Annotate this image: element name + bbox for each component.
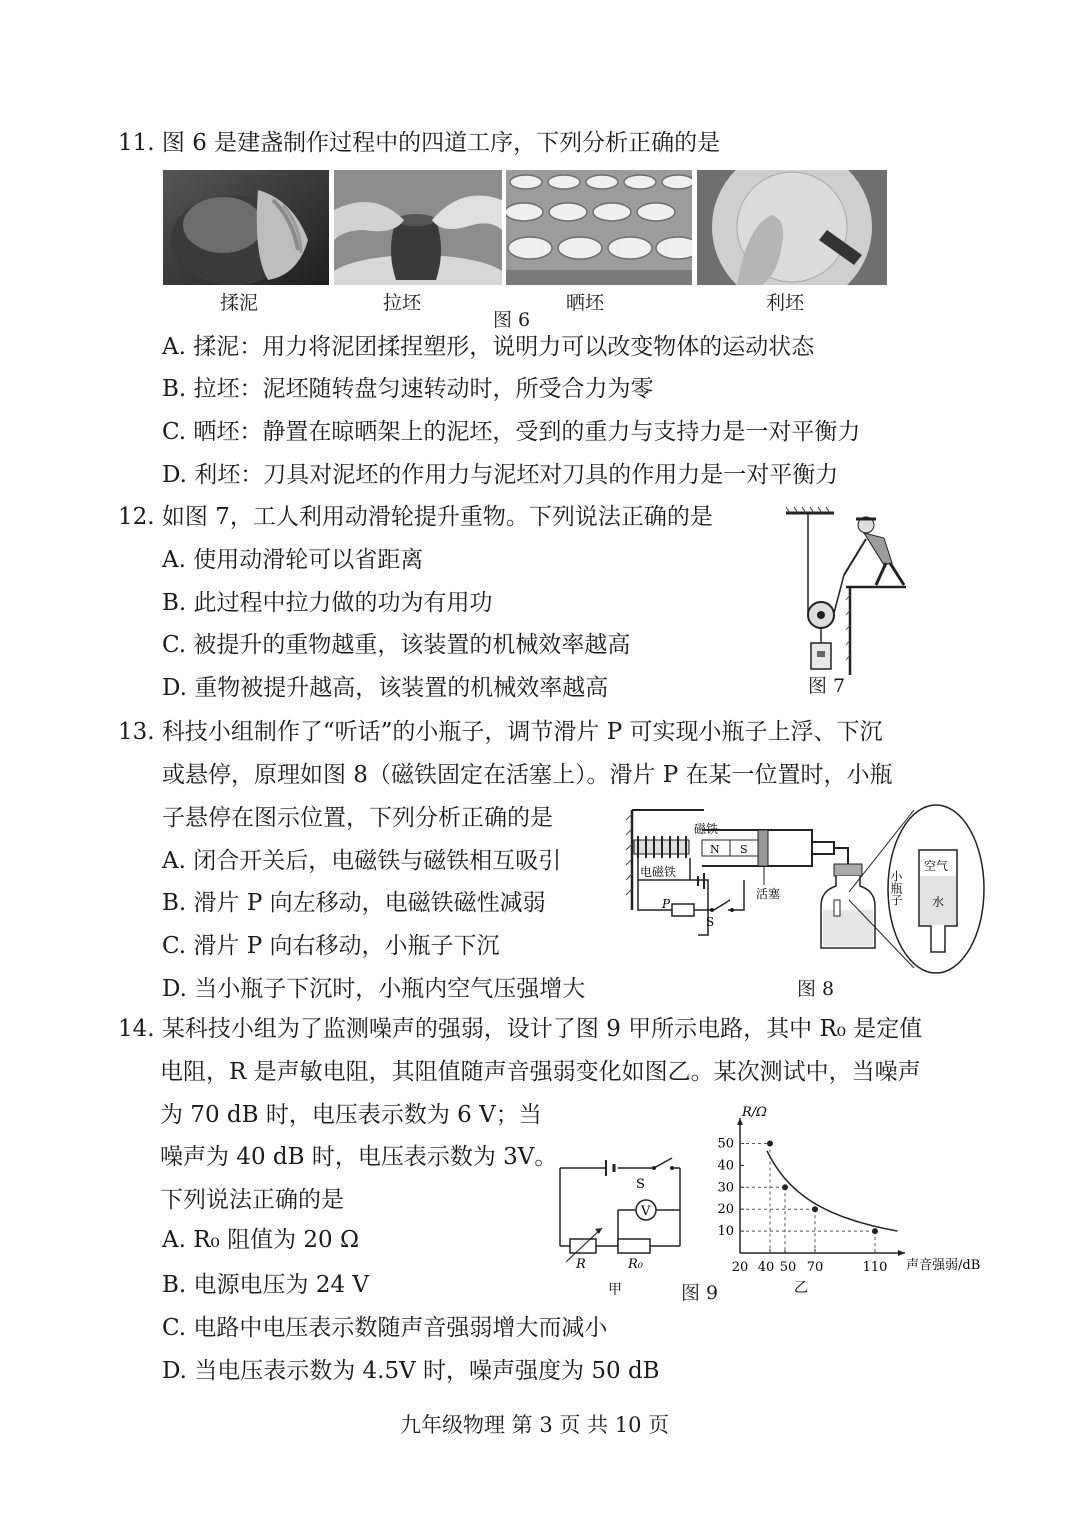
photo-throwing (334, 170, 502, 285)
q14-option-c: C. 电路中电压表示数随声音强弱增大而减小 (162, 1315, 608, 1341)
slider-p-label: P (662, 897, 671, 911)
magnet-label: 磁铁 (694, 822, 719, 836)
q13-stem-line-1: 13. 科技小组制作了“听话”的小瓶子，调节滑片 P 可实现小瓶子上浮、下沉 (118, 719, 883, 745)
fixed-resistor-label: R₀ (628, 1257, 643, 1272)
figure-7-caption: 图 7 (808, 675, 846, 697)
piston-label: 活塞 (756, 887, 781, 901)
chart-point (812, 1206, 818, 1212)
chart-y-tick-label: 40 (717, 1158, 734, 1174)
q12-stem: 12. 如图 7，工人利用动滑轮提升重物。下列说法正确的是 (118, 504, 713, 530)
chart-sublabel: 乙 (794, 1280, 808, 1296)
q13-option-c: C. 滑片 P 向右移动，小瓶子下沉 (162, 933, 500, 959)
voltmeter-label: V (641, 1204, 651, 1219)
photo-kneading (163, 170, 329, 285)
q14-option-a: A. R₀ 阻值为 20 Ω (162, 1227, 360, 1253)
q14-option-d: D. 当电压表示数为 4.5V 时，噪声强度为 50 dB (162, 1358, 660, 1384)
q12-option-c: C. 被提升的重物越重，该装置的机械效率越高 (162, 632, 631, 658)
figure-8-electromagnet-diagram (624, 800, 989, 975)
chart-point (782, 1184, 788, 1190)
q13-stem-line-3: 子悬停在图示位置，下列分析正确的是 (162, 805, 553, 831)
photo-label-throwing: 拉坯 (383, 292, 422, 314)
chart-y-tick-label: 50 (717, 1136, 734, 1152)
electromagnet-label: 电磁铁 (640, 865, 677, 879)
q14-stem-line-5: 下列说法正确的是 (160, 1187, 344, 1213)
page-footer: 九年级物理 第 3 页 共 10 页 (400, 1413, 670, 1437)
photo-label-trimming: 利坯 (766, 292, 805, 314)
q13-stem-line-2: 或悬停，原理如图 8（磁铁固定在活塞上）。滑片 P 在某一位置时，小瓶 (162, 762, 893, 788)
figure-6-caption: 图 6 (493, 309, 531, 331)
figure-7-pulley-diagram (784, 505, 914, 675)
q11-option-c: C. 晒坯：静置在晾晒架上的泥坯，受到的重力与支持力是一对平衡力 (162, 419, 861, 445)
chart-point (872, 1228, 878, 1234)
q14-stem-line-4: 噪声为 40 dB 时，电压表示数为 3V。 (160, 1144, 558, 1170)
circuit-sub-label: 甲 (608, 1282, 622, 1298)
q14-stem-line-3: 为 70 dB 时，电压表示数为 6 V；当 (160, 1102, 542, 1128)
q12-option-a: A. 使用动滑轮可以省距离 (162, 547, 424, 573)
figure-8-caption: 图 8 (797, 978, 835, 1000)
q12-option-b: B. 此过程中拉力做的功为有用功 (162, 590, 493, 616)
switch-label: S (706, 915, 715, 929)
chart-xlabel: 声音强弱/dB (906, 1258, 981, 1273)
q11-stem: 11. 图 6 是建盏制作过程中的四道工序，下列分析正确的是 (118, 130, 721, 156)
chart-ylabel: R/Ω (742, 1105, 767, 1120)
bottle-label: 小瓶子 (889, 870, 903, 906)
figure-9-circuit-diagram (552, 1150, 692, 1300)
chart-point (767, 1141, 773, 1147)
svg-text:S: S (740, 843, 748, 856)
chart-x-tick-label: 40 (757, 1260, 775, 1275)
q13-option-b: B. 滑片 P 向左移动，电磁铁磁性减弱 (162, 890, 546, 916)
figure-9-caption: 图 9 (681, 1282, 719, 1304)
photo-label-drying: 晒坯 (566, 292, 605, 314)
q12-option-d: D. 重物被提升越高，该装置的机械效率越高 (162, 675, 609, 701)
photo-trimming (697, 170, 887, 285)
chart-x-tick-label: 110 (862, 1260, 888, 1275)
chart-y-tick-label: 30 (717, 1180, 734, 1196)
sensor-resistor-label: R (576, 1257, 586, 1272)
q13-option-a: A. 闭合开关后，电磁铁与磁铁相互吸引 (162, 848, 562, 874)
chart-series-line (767, 1151, 898, 1231)
q14-option-b: B. 电源电压为 24 V (162, 1272, 370, 1298)
photo-drying (506, 170, 692, 285)
chart-x-tick-label: 70 (806, 1260, 824, 1275)
chart-x-arrow (898, 1250, 905, 1256)
q11-option-d: D. 利坯：刀具对泥坯的作用力与泥坯对刀具的作用力是一对平衡力 (162, 462, 839, 488)
q14-stem-line-2: 电阻，R 是声敏电阻，其阻值随声音强弱变化如图乙。某次测试中，当噪声 (160, 1059, 921, 1085)
circuit-switch-label: S (636, 1177, 645, 1192)
chart-y-tick-label: 10 (717, 1224, 734, 1240)
svg-text:N: N (710, 843, 720, 856)
figure-9-resistance-chart (700, 1098, 1000, 1298)
q11-option-b: B. 拉坯：泥坯随转盘匀速转动时，所受合力为零 (162, 376, 654, 402)
photo-label-kneading: 揉泥 (220, 292, 259, 314)
chart-x-tick-label: 50 (779, 1260, 797, 1275)
air-label: 空气 (924, 859, 949, 873)
q13-option-d: D. 当小瓶子下沉时，小瓶内空气压强增大 (162, 976, 586, 1002)
water-label: 水 (932, 895, 945, 909)
q11-option-a: A. 揉泥：用力将泥团揉捏塑形，说明力可以改变物体的运动状态 (162, 334, 815, 360)
chart-y-tick-label: 20 (717, 1202, 734, 1218)
chart-x-tick-label: 20 (731, 1260, 749, 1275)
q14-stem-line-1: 14. 某科技小组为了监测噪声的强弱，设计了图 9 甲所示电路，其中 R₀ 是定值 (118, 1016, 923, 1042)
